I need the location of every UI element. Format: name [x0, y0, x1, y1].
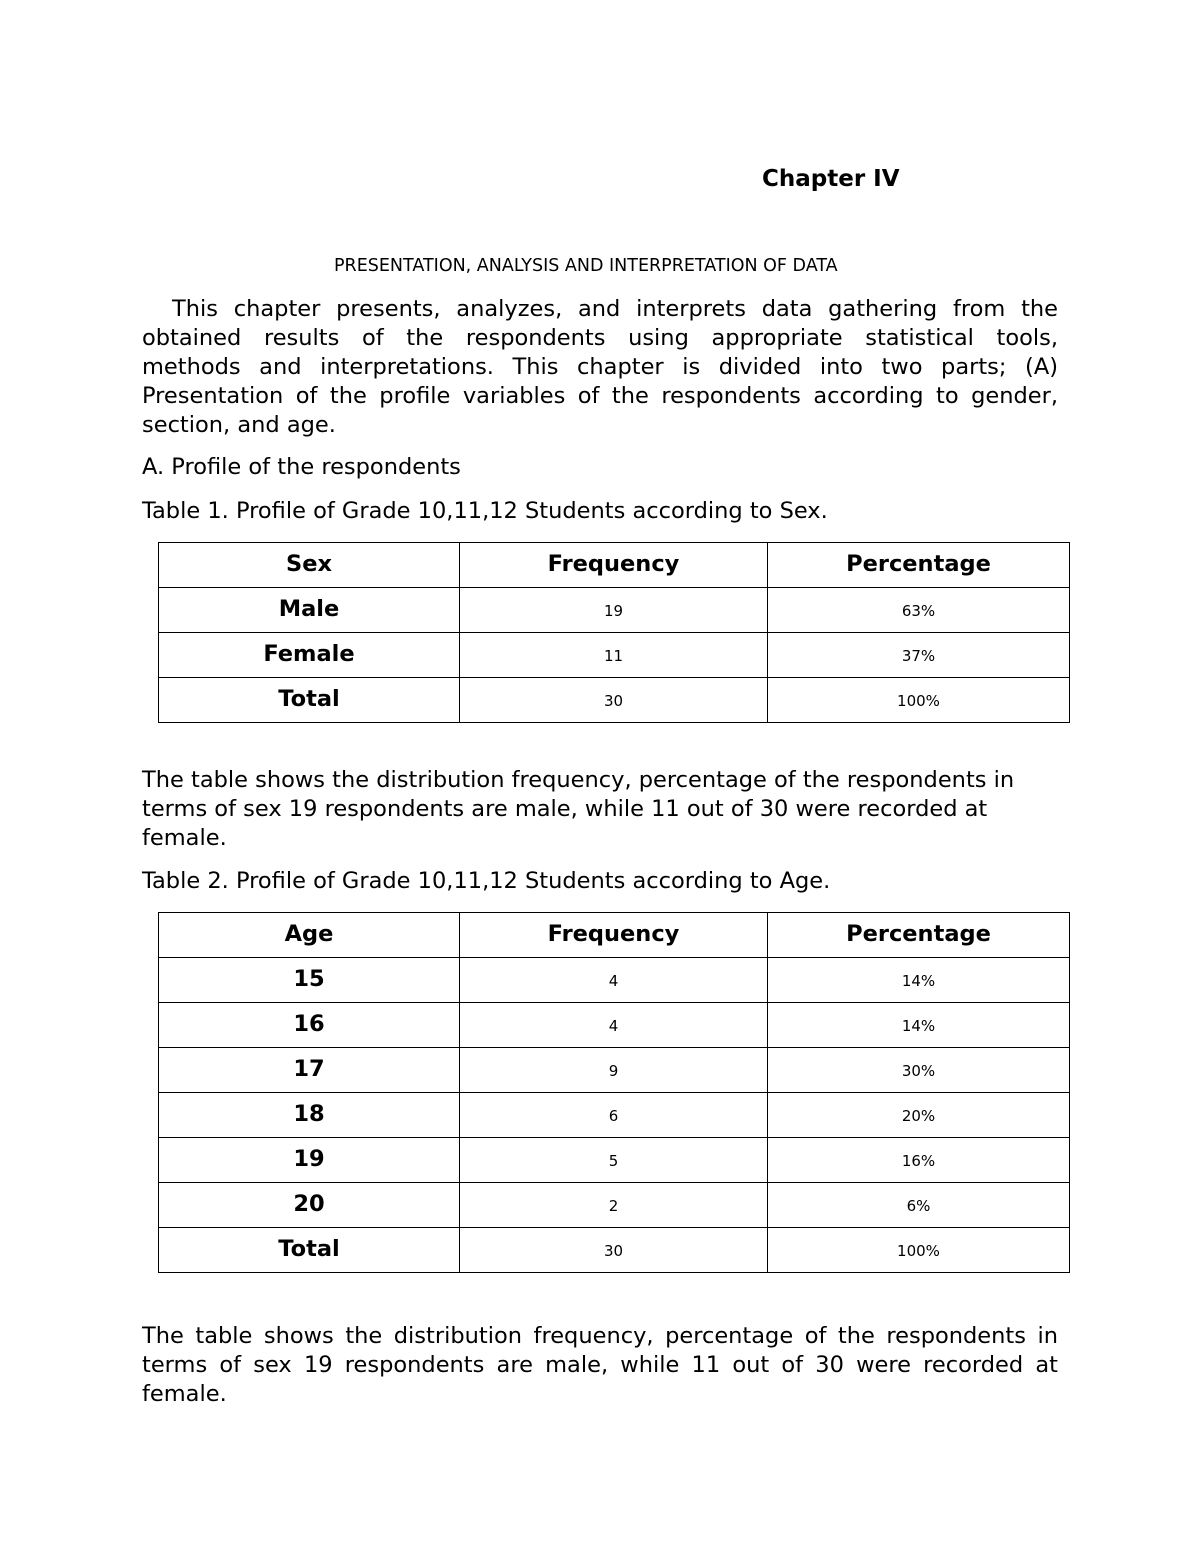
description-line: terms of sex 19 respondents are male, while 11 out of 30 were recorded at — [142, 1352, 1058, 1378]
row-label: 20 — [159, 1183, 460, 1228]
percentage-cell: 20% — [768, 1093, 1070, 1138]
row-label: 18 — [159, 1093, 460, 1138]
description-line: terms of sex 19 respondents are male, while 11 out of 30 were recorded at — [142, 796, 988, 822]
table-header-row — [159, 913, 1070, 958]
frequency-cell: 4 — [460, 1003, 768, 1048]
intro-line: obtained results of the respondents using appropriate statistical tools, — [142, 325, 1058, 351]
row-label: 17 — [159, 1048, 460, 1093]
intro-line: section, and age. — [142, 412, 336, 438]
percentage-cell: 14% — [768, 958, 1070, 1003]
frequency-cell: 9 — [460, 1048, 768, 1093]
percentage-cell: 14% — [768, 1003, 1070, 1048]
frequency-cell: 30 — [460, 678, 768, 723]
percentage-cell: 100% — [768, 678, 1070, 723]
table-row — [159, 1093, 1070, 1138]
table-row — [159, 588, 1070, 633]
header-percentage: Percentage — [768, 913, 1070, 958]
table-row — [159, 633, 1070, 678]
intro-line: methods and interpretations. This chapter is divided into two parts; (A) — [142, 354, 1058, 380]
description-line: female. — [142, 825, 227, 851]
table1-description — [142, 766, 1058, 853]
table-row — [159, 1003, 1070, 1048]
frequency-cell: 30 — [460, 1228, 768, 1273]
percentage-cell: 63% — [768, 588, 1070, 633]
row-label: Male — [159, 588, 460, 633]
description-line: female. — [142, 1381, 227, 1407]
description-line: The table shows the distribution frequency, percentage of the respondents in — [142, 1323, 1058, 1349]
frequency-cell: 6 — [460, 1093, 768, 1138]
percentage-cell: 16% — [768, 1138, 1070, 1183]
table1-caption: Table 1. Profile of Grade 10,11,12 Students according to Sex. — [142, 498, 828, 524]
header-frequency: Frequency — [460, 543, 768, 588]
description-line: The table shows the distribution frequency, percentage of the respondents in — [142, 767, 1015, 793]
row-label: Total — [159, 1228, 460, 1273]
header-percentage: Percentage — [768, 543, 1070, 588]
table-row — [159, 958, 1070, 1003]
percentage-cell: 100% — [768, 1228, 1070, 1273]
age-profile-table — [158, 912, 1070, 1273]
row-label: Total — [159, 678, 460, 723]
table-row — [159, 1138, 1070, 1183]
intro-paragraph — [142, 295, 1058, 440]
percentage-cell: 37% — [768, 633, 1070, 678]
section-heading: PRESENTATION, ANALYSIS AND INTERPRETATION OF DATA — [334, 256, 838, 276]
row-label: 15 — [159, 958, 460, 1003]
table-row — [159, 1183, 1070, 1228]
table2-description — [142, 1322, 1058, 1409]
table2-caption: Table 2. Profile of Grade 10,11,12 Students according to Age. — [142, 868, 831, 894]
table-row — [159, 1048, 1070, 1093]
table-row-total — [159, 1228, 1070, 1273]
table-header-row — [159, 543, 1070, 588]
intro-line: This chapter presents, analyzes, and interprets data gathering from the — [172, 296, 1058, 322]
profile-heading: A. Profile of the respondents — [142, 454, 461, 480]
frequency-cell: 5 — [460, 1138, 768, 1183]
header-frequency: Frequency — [460, 913, 768, 958]
row-label: 16 — [159, 1003, 460, 1048]
percentage-cell: 6% — [768, 1183, 1070, 1228]
table-row-total — [159, 678, 1070, 723]
frequency-cell: 4 — [460, 958, 768, 1003]
frequency-cell: 11 — [460, 633, 768, 678]
percentage-cell: 30% — [768, 1048, 1070, 1093]
row-label: 19 — [159, 1138, 460, 1183]
frequency-cell: 19 — [460, 588, 768, 633]
sex-profile-table — [158, 542, 1070, 723]
frequency-cell: 2 — [460, 1183, 768, 1228]
row-label: Female — [159, 633, 460, 678]
header-sex: Sex — [159, 543, 460, 588]
intro-line: Presentation of the profile variables of the respondents according to gender, — [142, 383, 1058, 409]
header-age: Age — [159, 913, 460, 958]
chapter-title: Chapter IV — [762, 166, 900, 192]
